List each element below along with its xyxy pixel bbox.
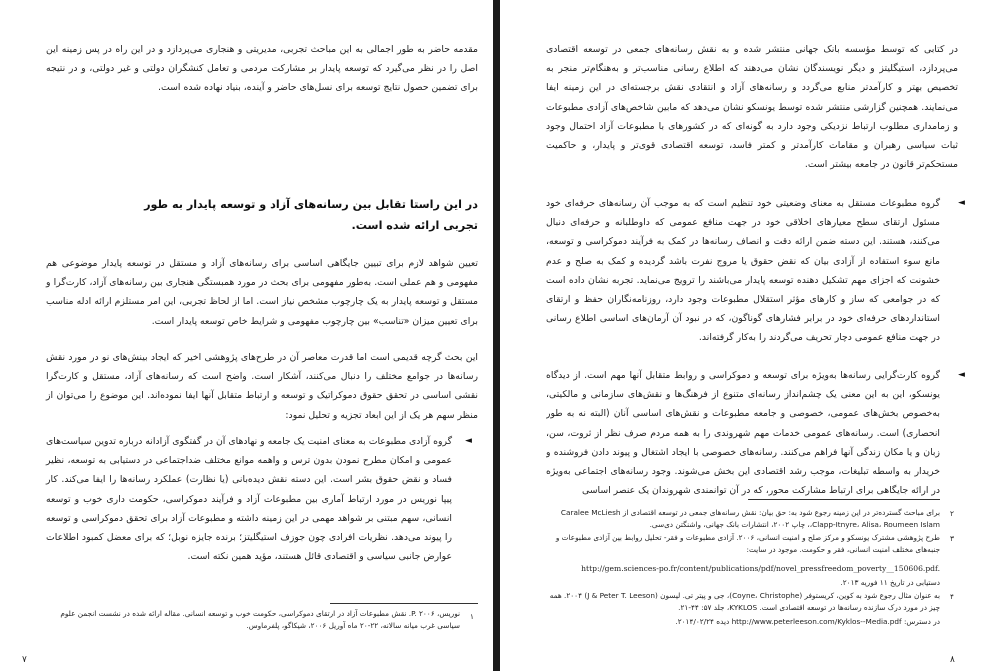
right-footnote: دستیابی در تاریخ ۱۱ فوریه ۲۰۱۳. [840,578,940,587]
footnote-number: ۲ [950,509,954,518]
right-bullet-paragraph-2: گروه کارت‌گرایی رسانه‌ها به‌ویژه برای توسعه و دموکراسی و روابط متقابل آنها مهم است. از دیدگاه یونسکو، این به این معنی یک چشم‌انداز رسانه‌ای متنوع از فرهنگ‌ها و نقش‌های سازمانی و مالکیتی، به‌خصوص بخش‌های عمومی، خصوصی و جامعه مطبوعات و نقش‌های اساسی آنان (البته نه به طور انحصاری) است. رسانه‌های عمومی خدمات مهم شهروندی را به همه مردم صرف نظر از ثروت، سن، زبان و یا مکان زندگی آنها فراهم می‌کنند. رسانه‌های خصوصی با ایجاد اشتغال و پیوند دادن فروشنده و خریدار به واسطه تبلیغات، موجب رشد اقتصادی این بخش می‌شوند. وجود رسانه‌های اجتماعی به‌ویژه در ارائه جایگاهی برای ارتباط مشارکت محور، که در آن توانمندی شهروندان یک عنصر اساسی [546,370,940,497]
left-bullet-paragraph: گروه آزادی مطبوعات به معنای امنیت یک جامعه و نهادهای آن در گفتگوی آزادانه درباره تدوین سیاست‌های عمومی و امکان مطرح نمودن بدون ترس و واهمه موانع مختلف ضداجتماعی در دستیابی به توسعه، نظیر فساد و نقض حقوق بشر است. این دسته نقش دیده‌بانی (یا نظارت) عملکرد رسانه‌ها را ایفا می‌کند. کار پیپا نوریس در مورد ارتباط آماری بین مطبوعات آزاد و فرآیند دموکراسی، حکومت داری خوب و توسعه انسانی، سهم مبتنی بر شواهد مهمی در این زمینه داشته و مطبوعات آزاد برای تحقق دموکراسی و توسعه را پیوند می‌دهد. نظریات افرادی چون جوزف استیگلیتز؛ برنده جایزه نوبل؛ که برای معضل کمبود اطلاعات عوارض جانبی سیاسی و اقتصادی قائل هستند، مؤید همین نکته است. [46,436,452,563]
right-footnote: به عنوان مثال رجوع شود به کوین، کریستوفر (Coyne، Christophe)، جی و پیتر تی. لیسون (J & Peter T. Leeson) ۲۰۰۴. همه چیز در مورد درک سازنده رسانه‌ها در توسعه اقتصادی است. KYKLOS، جلد ۵۷: ۴۴-۲۱. [549,591,940,613]
bullet-arrow-icon: ◄ [958,198,965,208]
right-page [500,0,983,671]
book-gutter [493,0,500,671]
right-footnote: در دسترس: http://www.peterleeson.com/Kyklos--Media.pdf دیده ۲۰۱۴/۰۲/۲۴. [675,617,940,626]
footnote-separator [748,499,940,500]
left-intro-paragraph: مقدمه حاضر به طور اجمالی به این مباحث تجربی، مدیریتی و هنجاری می‌پردازد و در این راه در پس زمینه این اصل را در نظر می‌گیرد که توسعه پایدار بر مشارکت مردمی و تعامل کنشگران دولتی و غیر دولتی، و در نتیجه برای تضمین حصول نتایج توسعه برای نسل‌های حاضر و آینده، بنیاد نهاده شده است. [46,44,478,94]
footnote-number: ۱ [470,612,474,621]
left-paragraph-2: این بحث گرچه قدیمی است اما قدرت معاصر آن در طرح‌های پژوهشی اخیر که ایجاد بینش‌های نو در مورد نقش رسانه‌ها در جوامع مختلف را دنبال می‌کنند، آشکار است. واضح است که رسانه‌های آزاد، مستقل و کارت‌گرا نقشی اساسی در تحقق حقوق دموکراتیک و توسعه و ارتباط متقابل آنها ایفا نموده‌اند. این موضوع را می‌توان از منظر سهم هر یک از این ابعاد تجزیه و تحلیل نمود: [46,352,478,421]
section-heading: در این راستا تقابل بین رسانه‌های آزاد و توسعه پایدار به طور تجربی ارائه شده است. [144,198,478,232]
bullet-arrow-icon: ◄ [958,370,965,380]
footnote-number: ۴ [950,592,954,601]
footnote-number: ۳ [950,534,954,543]
right-footnote: طرح پژوهشی مشترک یونسکو و مرکز صلح و امنیت انسانی، ۲۰۰۶. آزادی مطبوعات و فقر- تحلیل روابط بین آزادی مطبوعات و جنبه‌های مختلف امنیت انسانی، فقر و حکومت. موجود در سایت: [555,533,940,555]
right-bullet-paragraph-1: گروه مطبوعات مستقل به معنای وضعیتی خود تنظیم است که به موجب آن رسانه‌های حرفه‌ای خود مسئول ارتقای سطح معیارهای اخلاقی خود در جهت منافع عمومی که داوطلبانه و حرفه‌ای دنبال می‌کنند، هستند. این دسته ضمن ارائه دقت و انصاف رسانه‌ها در کمک به فرآیند دموکراسی و توسعه، مانع سوء استفاده از آزادی بیان که نقض حقوق یا مروج نفرت باشد گردیده و کمک به صلح و عدم خشونت که اجزای مهم تشکیل دهنده توسعه پایدار می‌باشند را ترویج می‌نماید. تجربه نشان داده است که در جوامعی که ساز و کارهای مؤثر استقلال مطبوعات وجود دارد، روزنامه‌نگاران حفظ و ارتقای استانداردهای حرفه‌ای خود در برابر فشارهای گوناگون، که در نبود آن آرمان‌های اساسی اطلاع رسانی در جهت منافع عمومی دچار تحریف می‌گردند را به‌کار گرفته‌اند. [546,198,940,344]
bullet-arrow-icon: ◄ [465,436,472,446]
page-number-left: ۷ [22,655,27,665]
footnote-url: http://gem.sciences-po.fr/content/publications/pdf/novel_pressfreedom_poverty__150606.pdf. [581,564,940,573]
footnote-separator [330,603,478,604]
page-number-right: ۸ [950,655,955,665]
right-intro-paragraph: در کتابی که توسط مؤسسه بانک جهانی منتشر شده و به نقش رسانه‌های جمعی در توسعه اقتصادی می‌پردازد، استیگلیتز و دیگر نویسندگان نشان می‌دهند که اطلاع رسانی مناسب‌تر و به‌هنگام‌تر منجر به تخصیص بهتر و کارآمدتر منابع می‌گردد و رسانه‌های آزاد و انتقادی نقش برجسته‌ای در این زمینه ایفا می‌نمایند. همچنین گزارشی منتشر شده توسط یونسکو نشان می‌دهد که مابین شاخص‌های آزادی مطبوعات و زمامداری مطلوب ارتباط نزدیکی وجود دارد به گونه‌ای که در کشورهای با مطبوعات آزاد احتمال وجود ثبات سیاسی رهبران و مقامات کارآمدتر و کمتر فاسد، توسعه اقتصادی قوی‌تر و پایدار، و حاکمیت مستحکم‌تر قانون در جامعه بیشتر است. [546,44,958,171]
right-footnote: برای مباحث گسترده‌تر در این زمینه رجوع شود به: حق بیان: نقش رسانه‌های جمعی در توسعه اقتصادی از Caralee McLiesh ،Clapp-Itnyre، Alisa، Roumeen Islam، چاپ ۲۰۰۲، انتشارات بانک جهانی، واشنگتن دی‌سی. [560,508,940,530]
left-paragraph-1: تعیین شواهد لازم برای تبیین جایگاهی اساسی برای رسانه‌های آزاد و مستقل در توسعه پایدار موضوعی هم مفهومی و هم عملی است. به‌طور مفهومی برای بحث در مورد همبستگی هنجاری بین رسانه‌های آزاد، کارت‌گرا و مستقل و توسعه پایدار به یک چارچوب مشخص نیاز است. اما از لحاظ تجربی، این امر مستلزم ارائه ادله مناسب برای تعیین میزان «تناسب» بین چارچوب مفهومی و شرایط خاص توسعه پایدار است. [46,258,478,327]
left-footnote: نوریس، P. ۲۰۰۶. نقش مطبوعات آزاد در ارتقای دموکراسی، حکومت خوب و توسعه انسانی. مقاله ارائه شده در نشست انجمن علوم سیاسی غرب میانه سالانه، ۲۲-۲۰ ماه آوریل ۲۰۰۶، شیکاگو، پلفرماوس. [60,609,460,631]
